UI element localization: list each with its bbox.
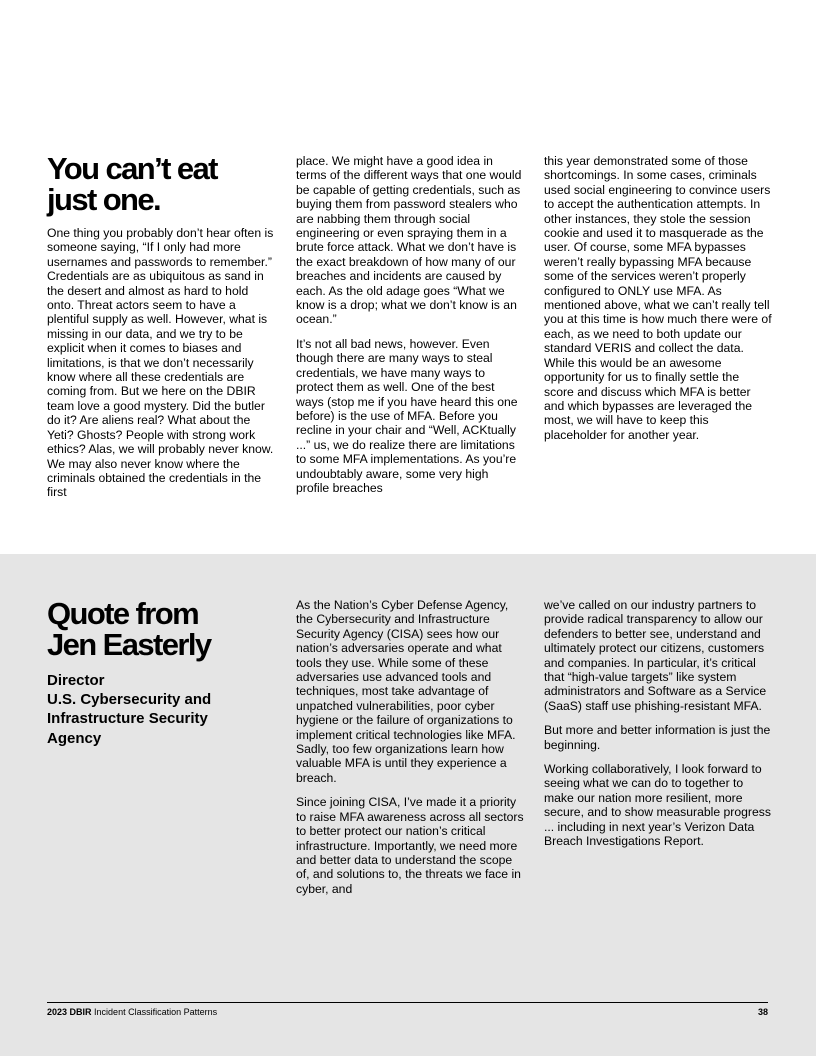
paragraph: this year demonstrated some of those shortcomings. In some cases, criminals used social engineering to convince users to accept the authentication attempts. In other instances, they stole the session cookie and used it to masquerade as the user. Of course, some MFA bypasses weren’t really bypassing MFA because some of the services weren’t properly configured to ONLY use MFA. As mentioned above, what we can’t really tell you at this time is how much there were of each, as we need to both update our standard VERIS and collect the data. While this would be an awesome opportunity for us to finally settle the score and discuss which MFA is better and which bypasses are leveraged the most, we will have to keep this placeholder for another year. <box>544 154 772 442</box>
paragraph: place. We might have a good idea in terms of the different ways that one would be capable of getting credentials, such as buying them from password stealers who are nabbing them through social engineering or even spraying them in a brute force attack. What we don’t have is the exact breakdown of how many of our breaches and incidents are caused by each. As the old adage goes “What we know is a drop; what we don’t know is an ocean.” <box>296 154 522 327</box>
section-heading-quote-from-jen-easterly: Quote from Jen Easterly <box>47 596 211 662</box>
quote-column-3 <box>544 598 772 849</box>
article-column-2 <box>296 154 524 495</box>
speaker-title: Director U.S. Cybersecurity and Infrastructure Security Agency <box>47 672 212 747</box>
paragraph: Since joining CISA, I’ve made it a priority to raise MFA awareness across all sectors to better protect our nation’s critical infrastructure. Importantly, we need more and better data to understand the scope of, and solutions to, the threats we face in cyber, and <box>296 795 524 896</box>
footer-running-title <box>47 1007 217 1018</box>
footer-report-name: 2023 DBIR <box>47 1007 92 1017</box>
footer-divider <box>47 1002 768 1003</box>
section-heading-cant-eat-just-one: You can’t eat just one. <box>47 151 217 217</box>
article-column-1 <box>47 226 275 500</box>
paragraph: One thing you probably don’t hear often is someone saying, “If I only had more usernames and passwords to remember.” Credentials are as ubiquitous as sand in the desert and almost as hard to hold onto. Threat actors seem to have a plentiful supply as well. However, what is missing in our data, and we try to be explicit when it comes to biases and limitations, is that we don’t necessarily know where all these credentials are coming from. But we here on the DBIR team love a good mystery. Did the butler do it? Are aliens real? What about the Yeti? Ghosts? People with strong work ethics? Alas, we will probably never know. We may also never know where the criminals obtained the credentials in the first <box>47 226 274 500</box>
paragraph: It’s not all bad news, however. Even though there are many ways to steal credentials, we have many ways to protect them as well. One of the best ways (stop me if you have heard this one before) is the use of MFA. Before you recline in your chair and “Well, ACKtually ...” us, we do realize there are limitations to some MFA implementations. As you’re undoubtably aware, some very high profile breaches <box>296 336 518 495</box>
quote-column-2 <box>296 598 524 896</box>
paragraph: Working collaboratively, I look forward to seeing what we can do to together to make our nation more resilient, more secure, and to show measurable progress ... including in next year’s Verizon Data Breach Investigations Report. <box>544 762 771 849</box>
page-number: 38 <box>757 1007 768 1017</box>
paragraph: we’ve called on our industry partners to provide radical transparency to allow our defenders to better see, understand and ultimately protect our citizens, customers and companies. In particular, it’s critical that “high-value targets” like system administrators and Software as a Service (SaaS) staff use phishing-resistant MFA. <box>544 598 767 713</box>
paragraph: As the Nation’s Cyber Defense Agency, the Cybersecurity and Infrastructure Security Agency (CISA) sees how our nation’s adversaries operate and what tools they use. While some of these adversaries use advanced tools and techniques, most take advantage of unpatched vulnerabilities, poor cyber hygiene or the failure of organizations to implement critical technologies like MFA. Sadly, too few organizations learn how valuable MFA is until they experience a breach. <box>296 598 516 785</box>
article-column-3 <box>544 154 772 442</box>
paragraph: But more and better information is just the beginning. <box>544 723 771 752</box>
footer-section-name: Incident Classification Patterns <box>94 1007 218 1017</box>
